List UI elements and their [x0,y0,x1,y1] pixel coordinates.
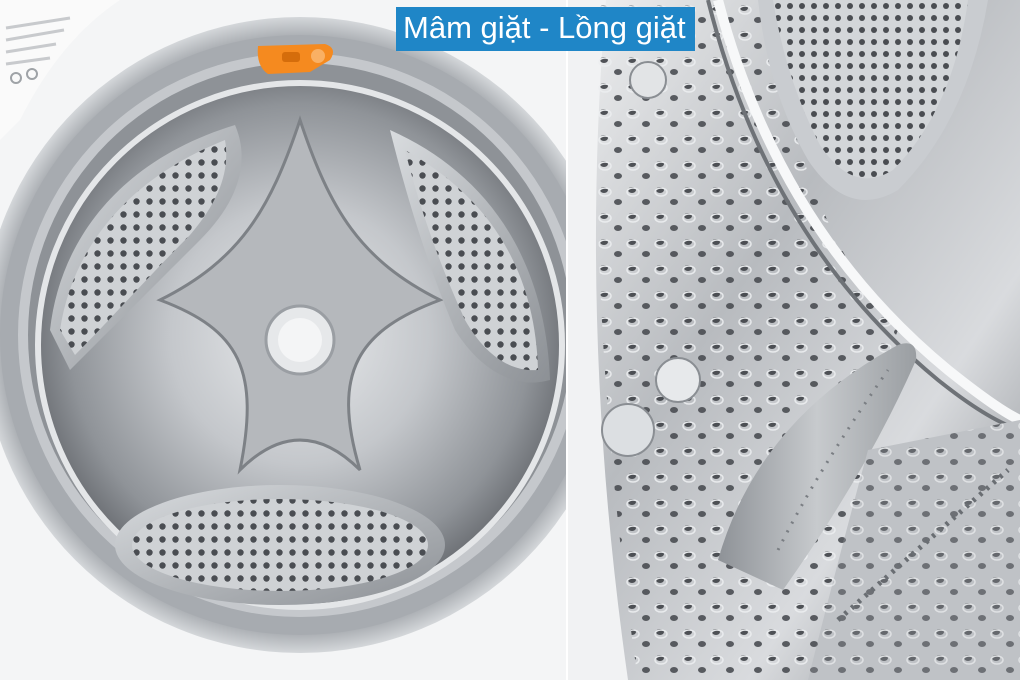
embossed-bubble [602,404,654,456]
drum-baffle-bottom [115,485,445,605]
drum-closeup-illustration [568,0,1020,680]
drum-closeup-photo [568,0,1020,680]
image-caption: Mâm giặt - Lồng giặt [396,7,695,51]
embossed-bubble [656,358,700,402]
embossed-bubble [630,62,666,98]
